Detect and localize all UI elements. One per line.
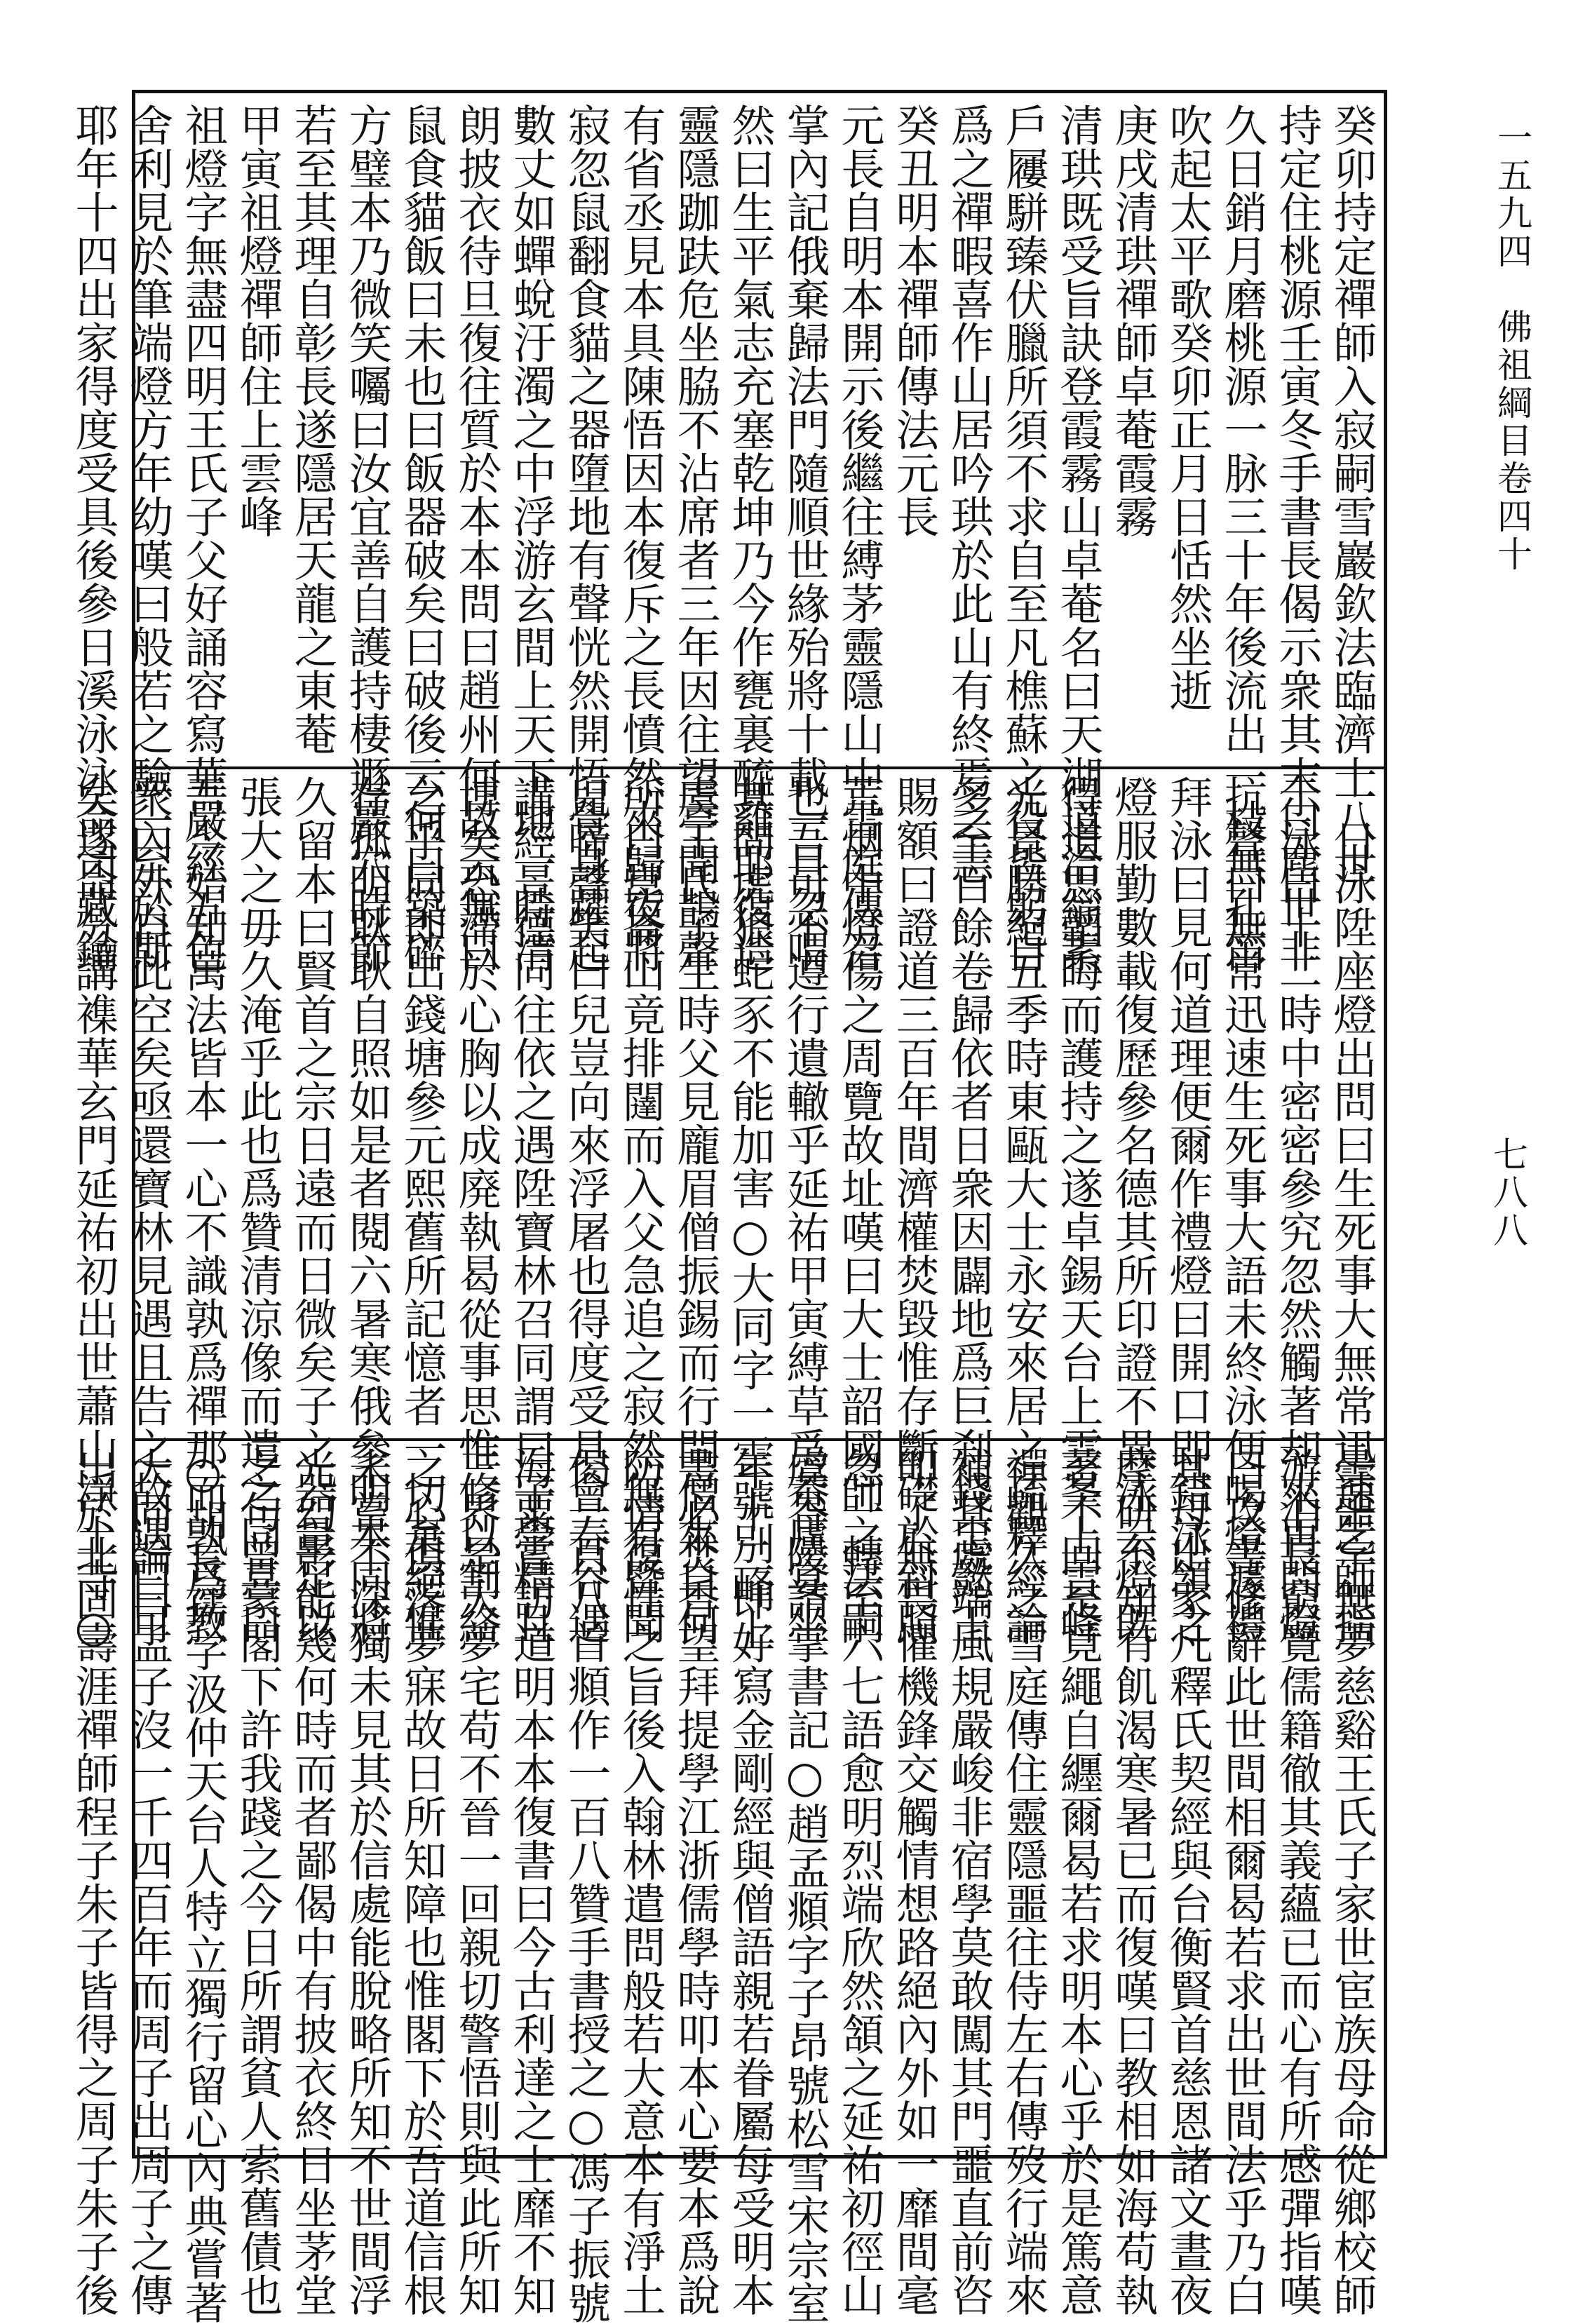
text-column: 防情復性之旨後入翰林遣問般若大意本有淨土	[615, 1447, 666, 2316]
text-column: 寂忽鼠翻食貓之器墮地有聲恍然開悟覺身躍起	[560, 103, 612, 973]
text-column: 游泊長窮覽儒籍徹其義蘊已而心有所感彈指嘆	[1272, 1447, 1323, 2316]
band-columns	[67, 775, 1378, 1652]
text-column: 禪觀久之雪庭傳住靈隱噩往侍左右傳歿行端來	[998, 1447, 1049, 2316]
text-column: 掌內記俄棄歸法門隨順世緣殆將十載一旦忽喟	[779, 103, 830, 973]
text-column: 其母出家凡釋氏契經與台衡賢首慈恩諸文晝夜	[1162, 1447, 1213, 2316]
text-column: 之乎同即出錢塘參元熙舊所記憶者一切棄絕惟	[396, 775, 447, 1644]
text-column: 年十二即好寫金剛經與僧語親若眷屬每受明本	[724, 1447, 776, 2316]
text-column: 耶年十四出家得度受具後參日溪泳泳命司藏鑰	[68, 103, 119, 973]
text-column: 舍利見於筆端燈方年幼嘆曰般若之驗一至於斯	[123, 103, 174, 973]
text-column: 所曰崑崙山竟排闥而入父急追之寂然無有暨聞	[615, 775, 666, 1644]
text-column: 有省丞見本具陳悟因本復斥之長憤然來歸夜將	[615, 103, 666, 973]
text-column: 其間虎狼蛇豕不能加害○大同字一雲號別峰上	[724, 775, 776, 1652]
book-page-number: 一五九四	[1492, 119, 1532, 271]
text-column: 張大之毋久淹乎此也爲贊清涼像而遣之同喜曰	[232, 775, 283, 1644]
text-column: 書必焚香望拜提學江浙儒學時叩本心要本爲說	[670, 1447, 721, 2316]
text-column: 虞王氏子生時父見龐眉僧振錫而行問僧來自何	[670, 775, 721, 1644]
text-band-bottom	[68, 1447, 1384, 2324]
text-column: 持定住桃源壬寅冬手書長偈示衆其末曰塵世非	[1272, 103, 1323, 973]
band-columns	[67, 1447, 1378, 2324]
text-band-middle	[68, 775, 1384, 1652]
text-column: 存孤明耿耿自照如是者閱六暑寒俄參明本同將	[342, 775, 393, 1644]
text-column: 靈隱跏趺危坐脇不沾席者三年因往望亭聞鵲聲	[670, 103, 721, 973]
text-column: 爲之禪暇喜作山居吟珙於此山有終焉之志	[943, 103, 994, 886]
text-column: 拜泳曰見何道理便爾作禮燈曰開口即錯泳頷之	[1162, 775, 1213, 1644]
text-column: 朗披衣待旦復往質於本本問曰趙州何故云無曰	[451, 103, 502, 973]
text-column: 著不回是覓繩自纒爾曷若求明本心乎於是篤意	[1053, 1447, 1104, 2316]
text-column: 一日泳陞座燈出問曰生死事大無常迅速乞師指	[1326, 775, 1377, 1644]
text-column: 賜額曰證道三百年間濟權焚毀惟存斷礎於斜照	[889, 775, 940, 1644]
text-column: 清珙既受旨訣登霞霧山卓菴名曰天湖道洽緇素	[1053, 103, 1104, 973]
text-column: 方璧本乃微笑囑曰汝宜善自護持棲遯巖穴時節	[342, 103, 393, 973]
folio-number: 七八八	[1488, 1136, 1528, 1250]
text-column: 祖燈字無盡四明王氏子父好誦容寫華嚴經五色	[177, 103, 229, 973]
text-column: 光幻影能幾何時而者鄙偈中有披衣終日坐茅堂	[287, 1447, 338, 2316]
text-column: 三界是大夢宅苟不晉一回親切警悟則與此所知	[451, 1447, 502, 2316]
text-column: 久留本曰賢首之宗日遠而日微矣子之器量足以	[287, 775, 338, 1644]
text-column: 吹起太平歌癸卯正月日恬然坐逝	[1162, 103, 1213, 712]
text-column: 大同論曰孟子沒一千四百年而周子出周子之傳	[123, 1447, 174, 2316]
text-column: 戶屨駢臻伏臘所須不求自至凡樵蘇之役皆躬自	[998, 103, 1049, 973]
text-column: 偈一百八首頫作一百八贊手書授之○馮子振號	[560, 1447, 612, 2324]
band-divider-1	[135, 766, 1384, 769]
text-column: 未嘗不深獨未見其於信處能脫略所知不世間浮	[342, 1447, 393, 2316]
text-column: 出於北固壽涯禪師程子朱子皆得之周子朱子後	[68, 1447, 119, 2316]
text-column: 若至其理自彰長遂隱居天龍之東菴	[287, 103, 338, 755]
text-column: 曇噩字無夢慈谿王氏子家世宦族母命從鄉校師	[1326, 1447, 1377, 2316]
text-column: 忽一轉至六七語愈明烈端欣然頷之延祐初徑山	[834, 1447, 885, 2316]
text-column: 講經景德同往依之遇陞寶林召同謂曰子學精且	[506, 775, 557, 1644]
text-column: 元長自明本開示後繼往縛茅靈隱山中雪庭傳召	[834, 103, 885, 973]
text-column: 也吾可不遵行遺轍乎延祐甲寅縛草爲菴廬宴坐	[779, 775, 830, 1644]
text-column: 矣遂命分講襍華玄門延祐初出世蕭山淨土寺○	[68, 775, 119, 1652]
book-title: 佛祖綱目卷四十	[1492, 309, 1532, 574]
text-column: 甲寅祖燈禪師住上雲峰	[232, 103, 283, 538]
text-column: 之心俱落夢寐故日所知障也惟閣下於吾道信根	[396, 1447, 447, 2316]
text-column: 補其處端風規嚴峻非宿學莫敢闖其門噩直前咨	[943, 1447, 994, 2316]
text-column: 海粟嘗訪道明本本復書曰今古利達之士靡不知	[506, 1447, 557, 2316]
text-column: 荒烟中燈傷之周覽故址嘆曰大士韶國師之法嗣	[834, 775, 885, 1644]
text-column: 庚戌清珙禪師卓菴霞霧	[1107, 103, 1159, 538]
text-column: 多至百餘卷歸依者日衆因闢地爲巨刹錢忠懿王	[943, 775, 994, 1644]
text-column: 鼠食貓飯曰未也曰飯器破矣曰破後云何曰築碎	[396, 103, 447, 973]
text-column: 之句曾蒙閣下許我踐之今日所謂貧人索舊債也	[232, 1447, 283, 2316]
text-band-top	[68, 103, 1384, 973]
text-column: 博矣恐滯於心胸以成廃執曷從事思惟修以割絡	[451, 775, 502, 1644]
text-column: 數丈如蟬蛻汙濁之中浮游玄間上天下地一時清	[506, 103, 557, 973]
text-column: 虞谷陵請掌書記○趙孟頫字子昂號松雪宋宗室	[779, 1447, 830, 2324]
text-column: 癸丑明本禪師傳法元長	[889, 103, 940, 538]
text-column: 兒啼聲笑曰兒豈向來浮屠也得度受具會春谷遇	[560, 775, 612, 1644]
text-column: 示泳曰十二時中密密參究忽然觸著却來再問燈	[1272, 775, 1323, 1644]
text-frame	[68, 90, 1387, 2324]
text-column: ○胡長孺字汲仲天台人特立獨行留心內典嘗著	[177, 1447, 229, 2324]
text-column: 光景勝絕五季時東甌大士永安來居之疏釋經論	[998, 775, 1049, 1644]
band-divider-2	[135, 1438, 1384, 1441]
text-column: 燈服勤數載復歷參名德其所印證不異泳云燈既	[1107, 775, 1159, 1644]
text-column: 衆內外自此空矣亟還寶林見遇且告之故遇曰可	[123, 775, 174, 1644]
band-columns	[67, 103, 1378, 973]
text-column: 抗聲曰無常迅速生死事大語未終泳便喝燈遽禮	[1217, 775, 1268, 1644]
text-column: 曰攻書修辭此世間相爾曷若求出世間法乎乃白	[1217, 1447, 1268, 2316]
text-column: 癸卯持定禪師入寂嗣雪巖欽法臨濟十八世	[1326, 103, 1377, 886]
text-column: 得道思韜晦而護持之遂卓錫天台上雲峯上雲峰	[1053, 775, 1104, 1644]
text-column: 然曰生平氣志充塞乾坤乃今作甕裏醯雞耶復造	[724, 103, 776, 973]
text-column: 久日銷月磨桃源一脉三十年後流出一枝無孔笛	[1217, 103, 1268, 973]
text-column: 吾今始知萬法皆本一心不識孰爲禪那而孰爲教	[177, 775, 229, 1644]
text-column: 摩研不知有飢渴寒暑已而復嘆曰教相如海苟執	[1107, 1447, 1159, 2316]
text-column: 叩了無畏懼機鋒交觸情想路絕內外如一靡間毫	[889, 1447, 940, 2316]
running-header	[1474, 119, 1537, 574]
